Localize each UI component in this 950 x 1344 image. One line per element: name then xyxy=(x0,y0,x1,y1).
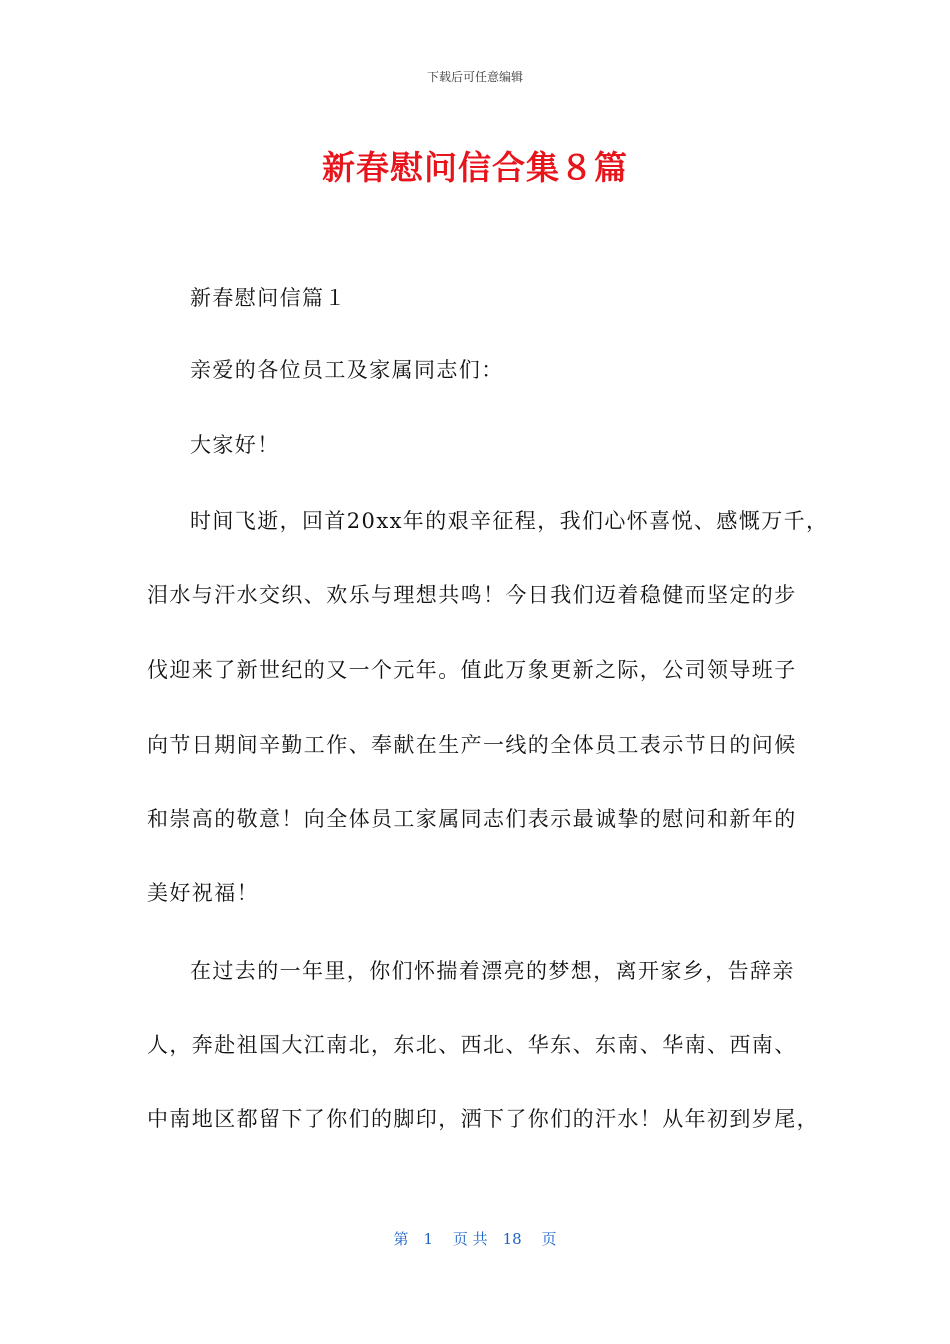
paragraph-line: 在过去的一年里，你们怀揣着漂亮的梦想，离开家乡，告辞亲 xyxy=(190,959,795,983)
paragraph-line: 和崇高的敬意！向全体员工家属同志们表示最诚挚的慰问和新年的 xyxy=(147,807,797,831)
salutation: 亲爱的各位员工及家属同志们： xyxy=(190,358,504,382)
paragraph-line: 人，奔赴祖国大江南北，东北、西北、华东、东南、华南、西南、 xyxy=(147,1033,797,1057)
paragraph-line: 中南地区都留下了你们的脚印，洒下了你们的汗水！从年初到岁尾， xyxy=(147,1107,819,1131)
section-heading: 新春慰问信篇１ xyxy=(190,286,347,310)
page-number-indicator: 第 1 页 共 18 页 xyxy=(393,1230,557,1248)
paragraph-line: 时间飞逝，回首20xx年的艰辛征程，我们心怀喜悦、感慨万千， xyxy=(190,509,829,533)
page-header-note: 下载后可任意编辑 xyxy=(426,70,523,84)
paragraph-line: 伐迎来了新世纪的又一个元年。值此万象更新之际，公司领导班子 xyxy=(147,658,797,682)
paragraph-line: 泪水与汗水交织、欢乐与理想共鸣！今日我们迈着稳健而坚定的步 xyxy=(147,583,797,607)
paragraph-line: 美好祝福！ xyxy=(147,881,259,905)
greeting: 大家好！ xyxy=(190,433,280,457)
paragraph-line: 向节日期间辛勤工作、奉献在生产一线的全体员工表示节日的问候 xyxy=(147,733,797,757)
document-title: 新春慰问信合集８篇 xyxy=(322,148,628,187)
